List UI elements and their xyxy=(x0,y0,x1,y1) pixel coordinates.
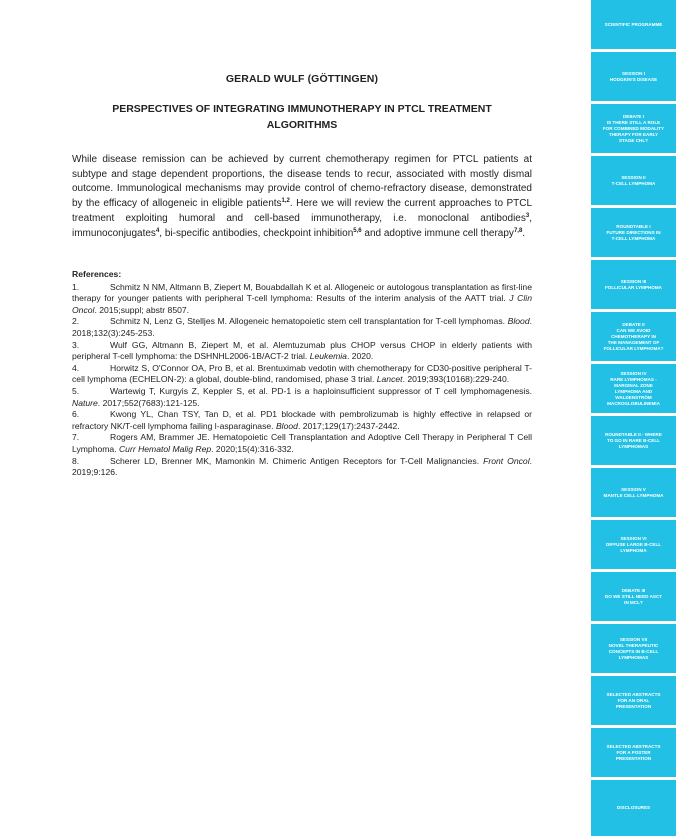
abstract-title xyxy=(72,101,532,133)
sidebar-nav xyxy=(591,0,676,836)
reference-number: 4. xyxy=(72,362,80,373)
sidebar-nav-item[interactable]: DISCLOSURES xyxy=(591,780,676,836)
reference-journal: Blood xyxy=(507,316,530,327)
citation-superscript: 4 xyxy=(155,227,160,234)
citation-superscript: 5,6 xyxy=(353,227,362,234)
reference-item xyxy=(72,282,532,317)
author-heading: GERALD WULF (GÖTTINGEN) xyxy=(225,73,379,85)
reference-text: Schmitz N, Lenz G, Stelljes M. Allogeneic hematopoietic stem cell transplantation for T-cell lymphomas. xyxy=(110,316,508,327)
abstract-text-4: , bi-specific antibodies, checkpoint inhibition xyxy=(159,227,354,239)
sidebar-nav-item[interactable]: ROUNDTABLE II - WHERE TO GO IN RARE B-CELL LYMPHOMAS xyxy=(591,416,676,465)
abstract-text-2: . Here we will review the current approaches to PTCL treatment exploiting humoral and cell-based immunotherapy, i.e. monoclonal antibodies xyxy=(72,198,532,224)
abstract-text-3: , immunoconjugates xyxy=(72,212,532,239)
reference-journal: Curr Hematol Malig Rep xyxy=(118,443,212,454)
reference-citation: . 2015;suppl; abstr 8507. xyxy=(94,304,190,315)
reference-journal: Blood xyxy=(275,420,298,431)
reference-number: 3. xyxy=(72,339,80,350)
reference-text: Scherer LD, Brenner MK, Mamonkin M. Chimeric Antigen Receptors for T-Cell Malignancies. xyxy=(110,455,484,466)
abstract-text-1: While disease remission can be achieved by current chemotherapy regimen for PTCL patients at subtype and stage dependent proportions, the disease tends to recur, associated with mostly dismal outcome. Immunological mechanisms may provide control of chemo-refractory disease, demonstrated by the efficacy of allogeneic in eligible patients xyxy=(72,154,532,210)
reference-citation: . 2018;132(3):245-253. xyxy=(72,316,532,338)
sidebar-nav-item[interactable]: SESSION IV RARE LYMPHOMAS - MARGINAL ZONE LYMPHOMA AND WALDENSTRÖM MACROGLOBULINEMIA xyxy=(591,364,676,413)
references-list xyxy=(72,282,532,479)
sidebar-nav-item[interactable]: SESSION VII NOVEL THERAPEUTIC CONCEPTS IN B-CELL LYMPHOMAS xyxy=(591,624,676,673)
reference-journal: Leukemia xyxy=(309,351,347,362)
reference-item xyxy=(72,432,532,455)
sidebar-nav-item[interactable]: DEBATE I IS THERE STILL A ROLE FOR COMBINED MODALITY THERAPY FOR EARLY STAGE CHL? xyxy=(591,104,676,153)
reference-item xyxy=(72,409,532,432)
sidebar-nav-item[interactable]: ROUNDTABLE I FUTURE DIRECTIONS IN T-CELL LYMPHOMA xyxy=(591,208,676,257)
reference-item xyxy=(72,456,532,479)
references-section xyxy=(72,269,532,479)
reference-text: Wulf GG, Altmann B, Ziepert M, et al. Alemtuzumab plus CHOP versus CHOP in elderly patients with peripheral T-cell lymphoma: the DSHNHL2006-1B/ACT-2 trial. xyxy=(72,339,532,362)
reference-citation: . 2020;15(4):316-332. xyxy=(211,443,294,454)
sidebar-nav-item[interactable]: SESSION VI DIFFUSE LARGE B-CELL LYMPHOMA xyxy=(591,520,676,569)
sidebar-nav-item[interactable]: SELECTED ABSTRACTS FOR AN ORAL PRESENTATION xyxy=(591,676,676,725)
sidebar-nav-item[interactable]: DEBATE III DO WE STILL NEED ASCT IN MCL? xyxy=(591,572,676,621)
reference-citation: . 2017;129(17):2437-2442. xyxy=(297,420,400,431)
references-heading: References: xyxy=(72,269,122,279)
reference-item xyxy=(72,316,532,339)
reference-number: 5. xyxy=(72,385,80,396)
reference-item xyxy=(72,386,532,409)
reference-text: Horwitz S, O'Connor OA, Pro B, et al. Brentuximab vedotin with chemotherapy for CD30-positive peripheral T-cell lymphoma (ECHELON-2): a global, double-blind, randomised, phase 3 trial. xyxy=(72,362,532,385)
abstract-text-5: and adoptive immune cell therapy xyxy=(361,227,514,239)
reference-text: Rogers AM, Brammer JE. Hematopoietic Cell Transplantation and Adoptive Cell Therapy in Peripheral T Cell Lymphoma. xyxy=(72,432,532,454)
reference-citation: . 2019;9:126. xyxy=(72,455,532,478)
reference-journal: Front Oncol xyxy=(483,455,530,466)
citation-superscript: 3 xyxy=(525,212,530,219)
reference-number: 8. xyxy=(72,455,80,466)
reference-number: 6. xyxy=(72,409,80,420)
abstract-title-line-2: ALGORITHMS xyxy=(266,119,338,131)
abstract-text-6: . xyxy=(522,227,526,239)
reference-citation: . 2017;552(7683):121-125. xyxy=(97,397,200,408)
reference-item xyxy=(72,340,532,363)
reference-journal: J Clin Oncol xyxy=(72,293,532,315)
reference-citation: . 2020. xyxy=(346,351,374,362)
reference-journal: Nature xyxy=(72,397,98,408)
sidebar-nav-item[interactable]: SESSION I HODGKIN'S DISEASE xyxy=(591,52,676,101)
sidebar-nav-item[interactable]: SESSION III FOLLICULAR LYMPHOMA xyxy=(591,260,676,309)
reference-text: Kwong YL, Chan TSY, Tan D, et al. PD1 blockade with pembrolizumab is highly effective in relapsed or refractory NK/T-cell lymphoma failing l-asparaginase. xyxy=(72,409,532,431)
reference-item xyxy=(72,363,532,386)
sidebar-nav-item[interactable]: SELECTED ABSTRACTS FOR A POSTER PRESENTATION xyxy=(591,728,676,777)
sidebar-nav-item[interactable]: SESSION V MANTLE CELL LYMPHOMA xyxy=(591,468,676,517)
reference-number: 1. xyxy=(72,281,80,292)
citation-superscript: 1,2 xyxy=(281,198,290,205)
reference-citation: . 2019;393(10168):229-240. xyxy=(402,374,510,385)
reference-text: Schmitz N NM, Altmann B, Ziepert M, Bouabdallah K et al. Allogeneic or autologous transplantation as first-line therapy for younger patients with peripheral T-cell lymphoma: Results of the interim analysis of the AATT trial. xyxy=(72,281,532,304)
reference-text: Wartewig T, Kurgyis Z, Keppler S, et al. PD-1 is a haploinsufficient suppressor of T cell lymphomagenesis. xyxy=(110,385,532,396)
sidebar-nav-item[interactable]: SESSION II T-CELL LYMPHOMA xyxy=(591,156,676,205)
abstract-title-line-1: PERSPECTIVES OF INTEGRATING IMMUNOTHERAPY IN PTCL TREATMENT xyxy=(112,103,492,115)
reference-journal: Lancet xyxy=(376,374,403,385)
citation-superscript: 7,8 xyxy=(513,227,523,234)
reference-number: 7. xyxy=(72,432,80,443)
reference-number: 2. xyxy=(72,316,80,327)
sidebar-nav-item[interactable]: DEBATE II CAN WE AVOID CHEMOTHERAPY IN THE MANAGEMENT OF FOLLICULAR LYMPHOMA? xyxy=(591,312,676,361)
sidebar-nav-item[interactable]: SCIENTIFIC PROGRAMME xyxy=(591,0,676,49)
abstract-body xyxy=(72,153,532,241)
